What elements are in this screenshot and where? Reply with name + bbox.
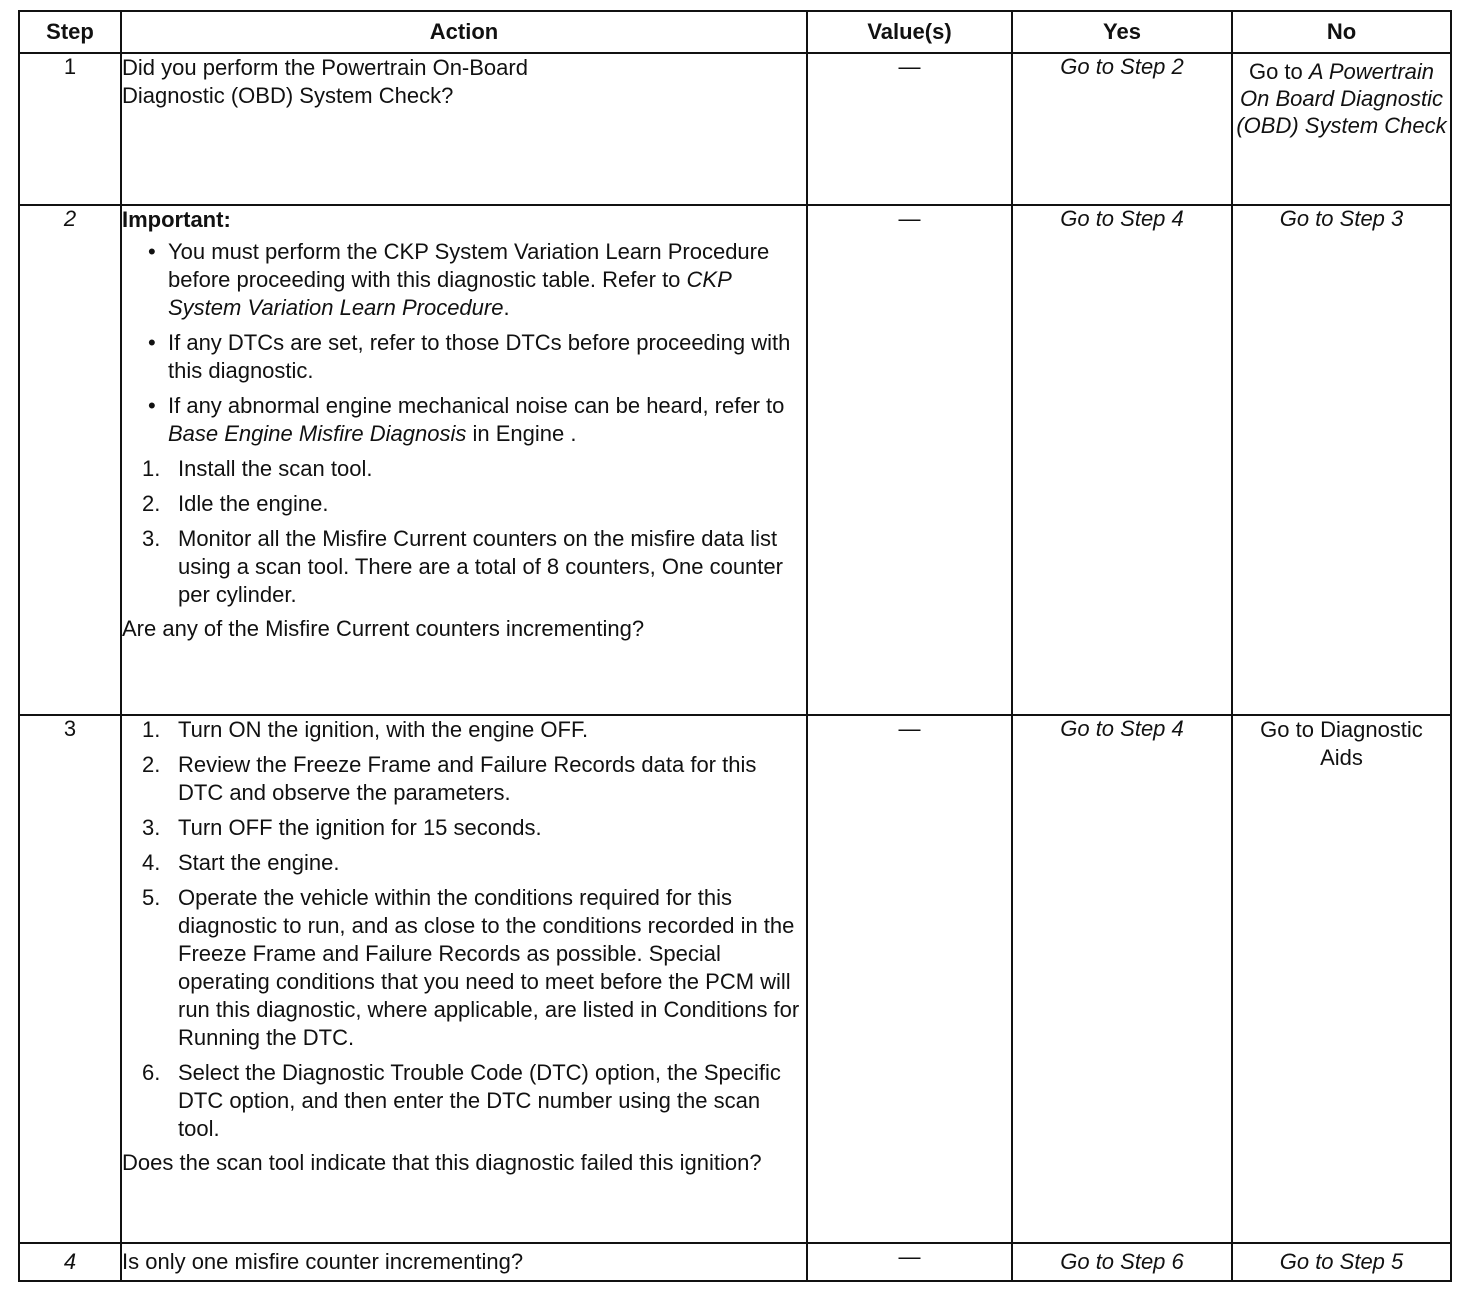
no-link[interactable]: Go to Diagnostic Aids bbox=[1260, 717, 1423, 770]
header-no: No bbox=[1232, 11, 1451, 53]
list-item: • If any abnormal engine mechanical noise can be heard, refer to Base Engine Misfire Diagnosis in Engine . bbox=[122, 392, 806, 448]
action-cell bbox=[121, 53, 807, 205]
no-prefix: Go to bbox=[1248, 59, 1303, 84]
action-question: Is only one misfire counter incrementing? bbox=[122, 1249, 524, 1274]
header-action: Action bbox=[121, 11, 807, 53]
step-number: 3 bbox=[19, 715, 121, 1243]
reference-link[interactable]: Base Engine Misfire Diagnosis bbox=[168, 421, 467, 446]
value-cell: — bbox=[807, 715, 1012, 1243]
yes-cell[interactable]: Go to Step 4 bbox=[1012, 205, 1232, 715]
header-yes: Yes bbox=[1012, 11, 1232, 53]
no-cell[interactable]: Go to Step 5 bbox=[1232, 1243, 1451, 1281]
action-cell bbox=[121, 1243, 807, 1281]
action-cell bbox=[121, 205, 807, 715]
list-item: 1. Turn ON the ignition, with the engine OFF. bbox=[142, 717, 589, 742]
table-row bbox=[19, 53, 1451, 205]
step-number: 1 bbox=[19, 53, 121, 205]
no-cell[interactable] bbox=[1232, 53, 1451, 205]
action-question: Did you perform the Powertrain On-Board Diagnostic (OBD) System Check? bbox=[122, 55, 528, 108]
list-item: 3. Monitor all the Misfire Current counters on the misfire data list using a scan tool. There are a total of 8 counters, One counter per cylinder. bbox=[142, 526, 783, 607]
value-cell: — bbox=[807, 1243, 1012, 1281]
header-step: Step bbox=[19, 11, 121, 53]
important-bullets bbox=[122, 238, 806, 448]
no-link[interactable]: A Powertrain On Board Diagnostic (OBD) System Check bbox=[1236, 59, 1447, 138]
header-values: Value(s) bbox=[807, 11, 1012, 53]
step-number: 2 bbox=[19, 205, 121, 715]
list-item: 4. Start the engine. bbox=[142, 850, 340, 875]
list-item: 5. Operate the vehicle within the conditions required for this diagnostic to run, and as close to the conditions recorded in the Freeze Frame and Failure Records as possible. Special operating conditions that you need to meet before the PCM will run this diagnostic, where applicable, are listed in Conditions for Running the DTC. bbox=[142, 885, 800, 1050]
list-item: 1. Install the scan tool. bbox=[142, 456, 373, 481]
list-item: 2. Review the Freeze Frame and Failure Records data for this DTC and observe the parameters. bbox=[142, 752, 757, 805]
list-item: 2. Idle the engine. bbox=[142, 491, 329, 516]
action-cell bbox=[121, 715, 807, 1243]
value-cell: — bbox=[807, 53, 1012, 205]
list-item: • You must perform the CKP System Variation Learn Procedure before proceeding with this diagnostic table. Refer to CKP System Variation Learn Procedure. bbox=[122, 238, 806, 322]
value-cell: — bbox=[807, 205, 1012, 715]
yes-cell[interactable]: Go to Step 4 bbox=[1012, 715, 1232, 1243]
table-row bbox=[19, 1243, 1451, 1281]
action-question: Does the scan tool indicate that this diagnostic failed this ignition? bbox=[122, 1150, 762, 1175]
procedure-steps bbox=[122, 716, 806, 1143]
no-cell[interactable] bbox=[1232, 715, 1451, 1243]
step-number: 4 bbox=[19, 1243, 121, 1281]
yes-cell[interactable]: Go to Step 2 bbox=[1012, 53, 1232, 205]
table-row bbox=[19, 205, 1451, 715]
header-row bbox=[19, 11, 1451, 53]
procedure-steps bbox=[122, 455, 806, 609]
yes-cell[interactable]: Go to Step 6 bbox=[1012, 1243, 1232, 1281]
list-item: • If any DTCs are set, refer to those DTCs before proceeding with this diagnostic. bbox=[122, 329, 806, 385]
action-question: Are any of the Misfire Current counters incrementing? bbox=[122, 616, 645, 641]
important-label: Important: bbox=[122, 207, 231, 232]
no-cell[interactable]: Go to Step 3 bbox=[1232, 205, 1451, 715]
reference-link[interactable]: CKP System Variation Learn Procedure bbox=[168, 267, 731, 320]
diagnostic-table bbox=[18, 10, 1452, 1282]
list-item: 3. Turn OFF the ignition for 15 seconds. bbox=[142, 815, 542, 840]
list-item: 6. Select the Diagnostic Trouble Code (DTC) option, the Specific DTC option, and then enter the DTC number using the scan tool. bbox=[142, 1060, 781, 1141]
table-row bbox=[19, 715, 1451, 1243]
